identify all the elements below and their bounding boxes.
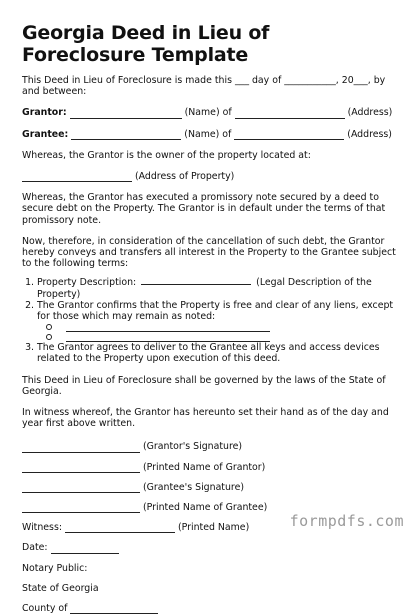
term-keys-delivery: 3. The Grantor agrees to deliver to the Grantee all keys and access devices related to the Property upon execution of this deed. xyxy=(37,342,398,364)
grantor-signature-row: (Grantor's Signature) xyxy=(22,441,398,452)
county-field[interactable] xyxy=(70,604,158,614)
whereas-owner: Whereas, the Grantor is the owner of the property located at: xyxy=(22,149,311,161)
grantee-address-suffix: (Address) xyxy=(347,128,392,140)
grantor-address-field[interactable] xyxy=(235,109,345,119)
property-address-suffix: (Address of Property) xyxy=(135,171,235,183)
grantee-printed-name-field[interactable] xyxy=(22,503,140,513)
grantee-name-field[interactable] xyxy=(71,130,181,140)
lien-field-2[interactable] xyxy=(66,332,270,342)
witness-field[interactable] xyxy=(65,523,175,533)
liens-sublist xyxy=(37,322,398,342)
notary-public-label: Notary Public: xyxy=(22,562,88,574)
term-liens: 2. The Grantor confirms that the Property is free and clear of any liens, except for those which may remain as noted: xyxy=(37,300,398,342)
term-property-description: 1. Property Description: (Legal Description of the Property) xyxy=(37,275,398,299)
grantor-name-suffix: (Name) of xyxy=(184,107,232,119)
witness-clause: In witness whereof, the Grantor has hereunto set their hand as of the day and year first above written. xyxy=(22,407,389,430)
grantee-printed-name-row: (Printed Name of Grantee) xyxy=(22,502,398,513)
circle-bullet-icon xyxy=(46,334,52,340)
lien-item xyxy=(41,332,398,342)
date-row: Date: xyxy=(22,542,398,553)
whereas-default: Whereas, the Grantor has executed a promissory note secured by a deed to secure debt on the Property. The Grantor is in default under the terms of that promissory note. xyxy=(22,192,386,226)
state-label: State of Georgia xyxy=(22,582,99,594)
grantor-printed-name-field[interactable] xyxy=(22,463,140,473)
circle-bullet-icon xyxy=(46,324,52,330)
property-address-field[interactable] xyxy=(22,172,132,182)
grantor-label: Grantor: xyxy=(22,107,67,119)
grantee-row xyxy=(22,129,398,140)
governing-law: This Deed in Lieu of Foreclosure shall be governed by the laws of the State of Georgia. xyxy=(22,374,386,397)
grantee-signature-row: (Grantee's Signature) xyxy=(22,482,398,493)
witness-row: Witness: (Printed Name) xyxy=(22,522,250,534)
grantor-row xyxy=(22,107,398,118)
grantee-signature-field[interactable] xyxy=(22,483,140,493)
document-title: Georgia Deed in Lieu of Foreclosure Template xyxy=(22,22,270,66)
legal-description-field[interactable] xyxy=(141,275,251,285)
grantor-address-suffix: (Address) xyxy=(347,107,393,119)
property-address-row xyxy=(22,171,398,182)
grantor-signature-field[interactable] xyxy=(22,443,140,453)
grantor-printed-name-row: (Printed Name of Grantor) xyxy=(22,462,398,473)
site-watermark: formpdfs.com xyxy=(289,512,404,530)
date-field[interactable] xyxy=(51,544,119,554)
lien-item xyxy=(41,322,398,332)
intro-paragraph: This Deed in Lieu of Foreclosure is made this ___ day of ___________, 20___, by and between: xyxy=(22,75,386,98)
terms-list xyxy=(22,275,398,364)
grantee-name-suffix: (Name) of xyxy=(184,128,232,140)
grantee-address-field[interactable] xyxy=(234,130,344,140)
county-row: County of xyxy=(22,603,398,614)
now-therefore-paragraph: Now, therefore, in consideration of the cancellation of such debt, the Grantor hereby conveys and transfers all interest in the Property to the Grantee subject to the following terms: xyxy=(22,235,396,270)
grantor-name-field[interactable] xyxy=(70,109,182,119)
grantee-label: Grantee: xyxy=(22,128,69,140)
lien-field-1[interactable] xyxy=(66,322,270,332)
